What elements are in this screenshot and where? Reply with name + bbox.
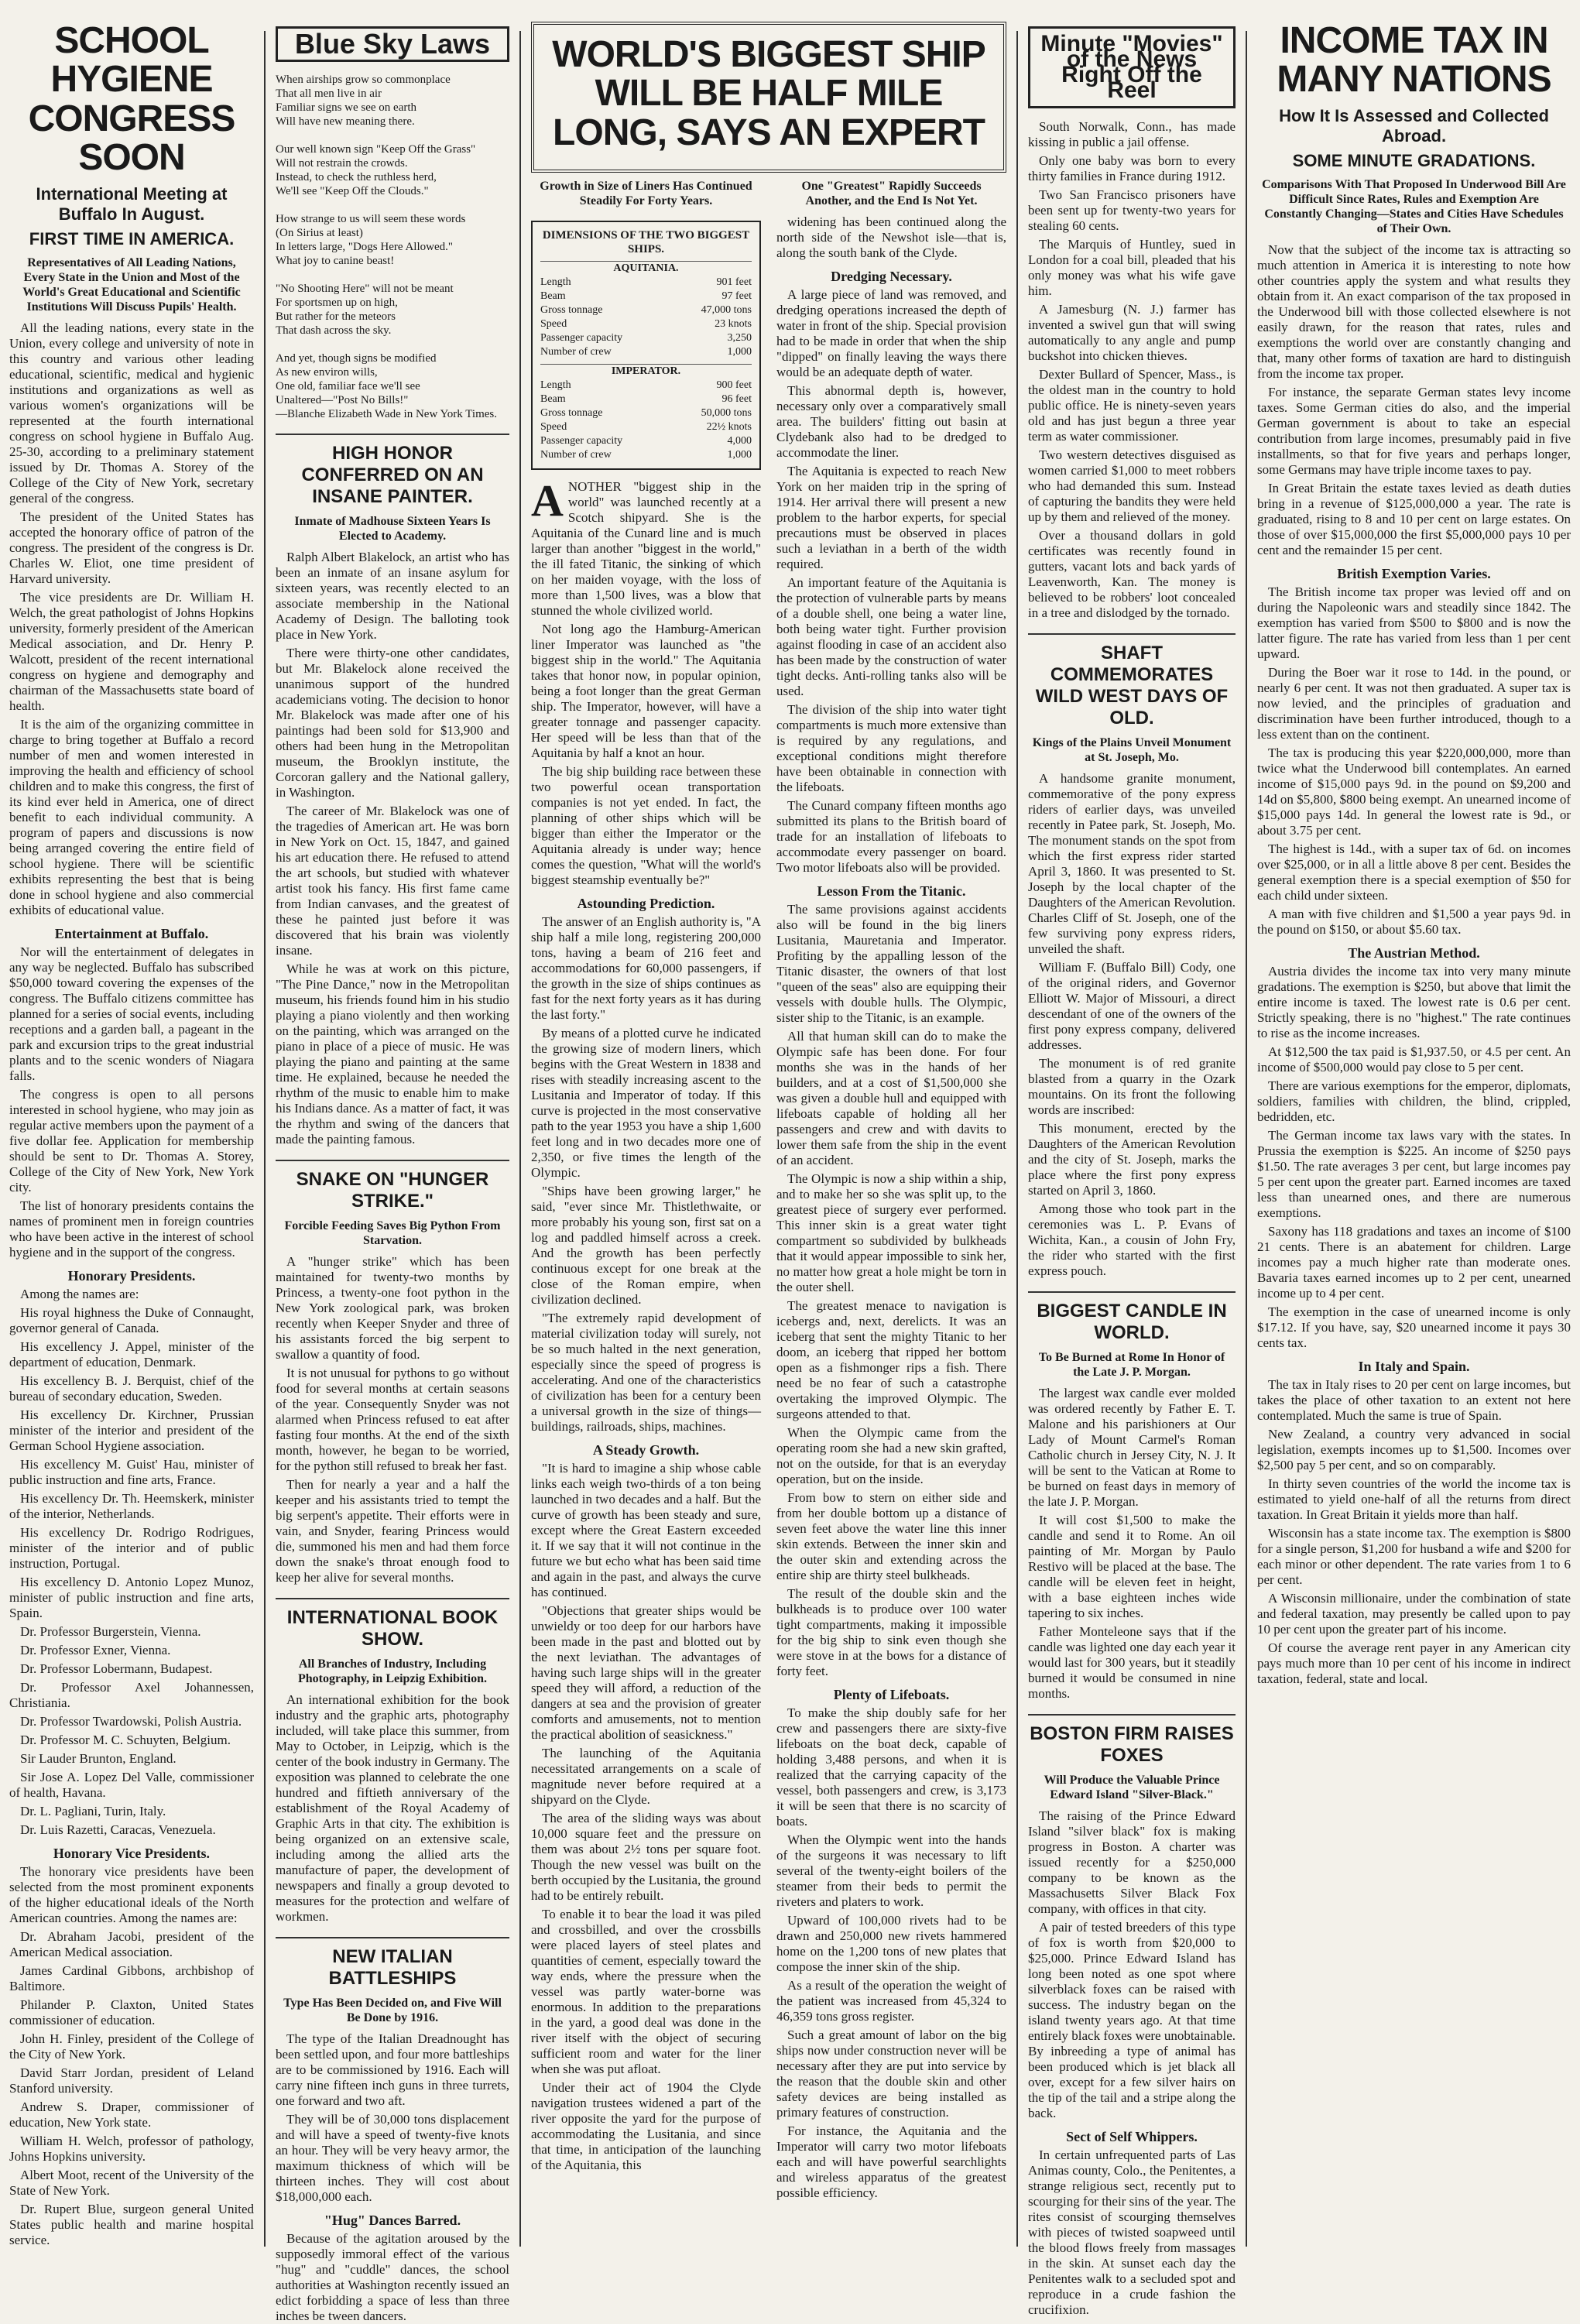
- table-row: [540, 303, 752, 317]
- paragraph: It is not unusual for pythons to go without food for several months at certain seasons of the year. Consequently Snyder was not alarmed when Princess refused to eat after fasting four months. At the end of the sixth month, however, he began to be worried, for the python still refused to break her fast.: [276, 1366, 509, 1473]
- list-item: Sir Lauder Brunton, England.: [20, 1750, 177, 1766]
- table-row: [540, 448, 752, 462]
- paragraph: The big ship building race between these two powerful ocean transportation companies is not yet ended. In fact, the planning of other ships which will be bigger than either the Imperator or the Aquitania already is under way; hence comes the question, "What will the world's biggest steamship eventually be?": [531, 764, 761, 888]
- paragraph: When the Olympic came from the operating room she had a new skin grafted, not on the outside, for that is an everyday operation, but on the inside.: [776, 1425, 1006, 1487]
- list-item: John H. Finley, president of the College of the City of New York.: [9, 2031, 254, 2062]
- paragraph: The Marquis of Huntley, sued in London for a coal bill, pleaded that his only money was what his wife gave him.: [1028, 237, 1236, 298]
- paragraph: Such a great amount of labor on the big ships now under construction never will be necessary after they are put into service by the reason that the double skin and other safety devices are being installed as primary features of construction.: [776, 2028, 1006, 2120]
- paragraph: Nor will the entertainment of delegates in any way be neglected. Buffalo has subscribed $50,000 toward covering the expenses of the congress. The Buffalo citizens committee has planned for a series of social events, including receptions and a garden ball, a pageant in the park and excursion trips to the great industrial plants and to the scenic wonders of Niagara falls.: [9, 944, 254, 1083]
- list-item: His excellency Dr. Kirchner, Prussian minister of the interior and president of the German School Hygiene association.: [9, 1407, 254, 1453]
- row-label: Beam: [540, 290, 566, 303]
- table-row: [540, 345, 752, 359]
- poem-line: Familiar signs we see on earth: [276, 101, 417, 114]
- paragraph: The type of the Italian Dreadnought has been settled upon, and four more battleships are to be commissioned by 1916. Each will carry nine fifteen inch guns in three turrets, one forward and two aft.: [276, 2031, 509, 2108]
- list-item: Dr. Abraham Jacobi, president of the American Medical association.: [9, 1928, 254, 1959]
- box-blue-sky: [276, 26, 509, 62]
- paragraph: Wisconsin has a state income tax. The exemption is $800 for a single person, $1,200 for husband a wife and $200 for each minor or other dependent. The rate varies from 1 to 6 per cent.: [1257, 1525, 1571, 1587]
- paragraph: Because of the agitation aroused by the supposedly immoral effect of the various "hug" and "cuddle" dances, the school authorities at Washington recently issued an edict forbidding a space of less than three inches be tween dancers.: [276, 2231, 509, 2323]
- row-label: Gross tonnage: [540, 407, 603, 420]
- paragraph: The tax in Italy rises to 20 per cent on large incomes, but takes the place of other taxation to an extent not here contemplated. Much the same is true of Spain.: [1257, 1376, 1571, 1423]
- paragraph: By means of a plotted curve he indicated the growing size of modern liners, which begins with the Great Western in 1838 and rises with steadily increasing ascent to the Lusitania and Imperator of today. If this curve is projected in the most conservative path to the year 1953 you have a ship 1,600 feet long and in two decades more one of 2,350, or five times the length of the Olympic.: [531, 1026, 761, 1181]
- paragraph: It is the aim of the organizing committee in charge to bring together at Buffalo a record number of men and women interested in improving the health and efficiency of school children and to make this congress, the first of its kind ever held in America, one of direct benefit to each individual community. A program of papers and discussions is now being arranged covering the entire field of school hygiene. There will be scientific exhibits representing the best that is being done in school hygiene and also commercial exhibits of educational value.: [9, 716, 254, 917]
- poem-line: Our well known sign "Keep Off the Grass": [276, 143, 476, 156]
- deck-candle: To Be Burned at Rome In Honor of the Late J. P. Morgan.: [1038, 1351, 1225, 1379]
- deck-right: One "Greatest" Rapidly Succeeds Another, and the End Is Not Yet.: [801, 180, 982, 208]
- column-rule: [1246, 31, 1247, 2247]
- headline-italian-battleships: NEW ITALIAN BATTLESHIPS: [276, 1937, 509, 1990]
- paragraph: They will be of 30,000 tons displacement and will have a speed of twenty-five knots an hour. They will be very heavy armor, the maximum thickness of which will be thirteen inches. They will cost about $18,000,000 each.: [276, 2112, 509, 2204]
- paragraph: This abnormal depth is, however, necessary only over a comparatively small area. The builders' fitting out basin at Clydebank also had to be dredged to accommodate the liner.: [776, 383, 1006, 461]
- list-item: Dr. L. Pagliani, Turin, Italy.: [20, 1803, 166, 1818]
- deck-row: [531, 173, 1006, 214]
- headline-blue-sky: Blue Sky Laws: [294, 28, 491, 60]
- list-item: His excellency D. Antonio Lopez Munoz, minister of public instruction and fine arts, Spain.: [9, 1574, 254, 1620]
- paragraph: Dexter Bullard of Spencer, Mass., is the oldest man in the country to hold public office. He is ninety-seven years old and has just begun a three year term as water commissioner.: [1028, 367, 1236, 444]
- list-item: His excellency J. Appel, minister of the department of education, Denmark.: [9, 1339, 254, 1369]
- row-value: 23 knots: [715, 318, 752, 331]
- poem-line: [276, 338, 509, 351]
- poem-line: When airships grow so commonplace: [276, 74, 451, 86]
- paragraph: The Cunard company fifteen months ago submitted its plans to the British board of trade for an installation of lifeboats to accommodate every passenger on board. Two motor lifeboats also will be provided.: [776, 798, 1006, 876]
- paragraph: The tax is producing this year $220,000,000, more than twice what the Underwood bill contemplates. An earned income of $15,000 pays 9d. in the pound on $9,200 and 14d on $5,800, $800 being exempt. An unearned income of $15,000 pays 14d. In general the lowest rate is 9d., or about 3.75 per cent.: [1257, 745, 1571, 838]
- table-row: [540, 317, 752, 331]
- row-label: Number of crew: [540, 449, 612, 461]
- table-row: [540, 392, 752, 406]
- paragraph: There are various exemptions for the emperor, diplomats, soldiers, families with children, the blind, crippled, bedridden, etc.: [1257, 1078, 1571, 1124]
- paragraph: A man with five children and $1,500 a year pays 9d. in the pound on $150, or about $5.60 tax.: [1257, 906, 1571, 937]
- paragraph: The area of the sliding ways was about 10,000 square feet and the pressure on them was about 2½ tons per square foot. Though the new vessel was built on the berth occupied by the Lusitania, the ground had to be entirely rebuilt.: [531, 1811, 761, 1904]
- paragraph: An international exhibition for the book industry and the graphic arts, photography included, will take place this summer, from May to October, in Leipzig, which is the center of the book industry in Germany. The exposition was planned to celebrate the one hundred and fiftieth anniversary of the establishment of the Royal Academy of Graphic Arts in that city. The exhibition is being organized on an extensive scale, including among the allied arts the manufacture of paper, the development of newspapers and finally a group devoted to measures for the protection and welfare of workmen.: [276, 1692, 509, 1924]
- paragraph: Only one baby was born to every thirty families in France during 1912.: [1028, 153, 1236, 183]
- deck-foxes: Will Produce the Valuable Prince Edward Island "Silver-Black.": [1044, 1774, 1220, 1801]
- row-label: Beam: [540, 393, 566, 406]
- paragraph: Under their act of 1904 the Clyde navigation trustees widened a part of the river opposite the yard for the purpose of accommodating the Lusitania, and since that time, in anticipation of the launching of the Aquitania, this: [531, 2080, 761, 2173]
- paragraph: All that human skill can do to make the Olympic safe has been done. For four months she was in the hands of her builders, and at a cost of $1,500,000 she was given a double hull and equipped with lifeboats capable of holding all her passengers and crew and with davits to lower them safe from the ship in the event of an accident.: [776, 1029, 1006, 1168]
- headline-shaft: SHAFT COMMEMORATES WILD WEST DAYS OF OLD.: [1028, 633, 1236, 729]
- list-item: James Cardinal Gibbons, archbishop of Baltimore.: [9, 1962, 254, 1993]
- poem-line: How strange to us will seem these words: [276, 213, 466, 225]
- list-item: Dr. Professor Twardowski, Polish Austria.: [20, 1713, 242, 1729]
- drop-cap: A: [531, 475, 564, 526]
- deck-battleships: Type Has Been Decided on, and Five Will Be Done by 1916.: [283, 1997, 502, 2024]
- column-income-tax: [1248, 22, 1580, 2247]
- paragraph: The result of the double skin and the bulkheads is to produce over 100 water tight compartments, making it impossible for the big ship to sink even though she were stove in at the bows for a distance of forty feet.: [776, 1586, 1006, 1679]
- deck-snake: Forcible Feeding Saves Big Python From Starvation.: [284, 1219, 501, 1247]
- row-value: 97 feet: [721, 290, 752, 303]
- list-item: Dr. Professor Burgerstein, Vienna.: [20, 1623, 201, 1639]
- headline-school-hygiene: SCHOOL HYGIENE CONGRESS SOON: [28, 20, 235, 179]
- paragraph: A "hunger strike" which has been maintained for twenty-two months by Princess, a twenty-one foot python in the New York zoological park, was broken recently when Keeper Snyder and three of his assistants forced the big serpent to swallow a quantity of food.: [276, 1254, 509, 1362]
- table-row: [540, 290, 752, 303]
- paragraph: Austria divides the income tax into very many minute gradations. The exemption is $250, but above that limit the entire income is taxed. The lowest rate is 0.6 per cent. Strictly speaking, there is no "highest." The rate continues to rise as the income increases.: [1257, 963, 1571, 1040]
- list-item: Dr. Professor Lobermann, Budapest.: [20, 1661, 213, 1676]
- table-row: [540, 406, 752, 420]
- headline-book-show: INTERNATIONAL BOOK SHOW.: [276, 1598, 509, 1650]
- list-item: Dr. Professor Axel Johannessen, Christiania.: [9, 1679, 254, 1710]
- poem-line: [276, 198, 509, 212]
- row-label: Gross tonnage: [540, 304, 603, 317]
- paragraph: New Zealand, a country very advanced in social legislation, exempts incomes up to $1,500. Incomes over $2,500 pay 5 per cent, and so on comparably.: [1257, 1426, 1571, 1472]
- inline-head-dredging: Dredging Necessary.: [831, 269, 952, 285]
- paragraph: The vice presidents are Dr. William H. Welch, the great pathologist of Johns Hopkins university, formerly president of the American Medical association, and Dr. Henry P. Walcott, president of the recent international congress on hygiene and demography and chairman of the Massachusetts state board of health.: [9, 589, 254, 713]
- deck-school-hygiene: Representatives of All Leading Nations, Every State in the Union and Most of the World's Great Educational and Scientific Institutions Will Discuss Pupils' Health.: [22, 255, 241, 314]
- paragraph: The raising of the Prince Edward Island "silver black" fox is making progress in Boston. A charter was issued recently for a $250,000 company to be known as the Massachusetts Silver Black Fox company, with offices in that city.: [1028, 1808, 1236, 1916]
- list-item: Dr. Professor M. C. Schuyten, Belgium.: [20, 1732, 231, 1747]
- deck-income-tax: Comparisons With That Proposed In Underwood Bill Are Difficult Since Rates, Rules and Exemption Are Constantly Changing—States and Cities Have Schedules of Their Own.: [1262, 177, 1566, 235]
- row-value: 901 feet: [716, 276, 752, 289]
- table-row: [540, 379, 752, 392]
- paragraph: Now that the subject of the income tax is attracting so much attention in America it is interesting to note how other countries apply the system and what results they obtain from it. An exact comparison of the tax proposed in the Underwood bill with those collected elsewhere is not easily drawn, for the reason that rates, rules and exemptions the world over are constantly changing and that, many other forms of taxation are hard to distinguish from the income tax proper.: [1257, 242, 1571, 381]
- headline-biggest-ship: WORLD'S BIGGEST SHIP WILL BE HALF MILE LONG, SAYS AN EXPERT: [552, 34, 985, 153]
- paragraph: When the Olympic went into the hands of the surgeons it was necessary to lift several of the twenty-eight boilers of the steamer from their beds to permit the riveters and platers to work.: [776, 1832, 1006, 1910]
- inline-head-astounding: Astounding Prediction.: [577, 896, 715, 912]
- poem-line: Instead, to check the ruthless herd,: [276, 171, 437, 183]
- row-value: 96 feet: [721, 393, 752, 406]
- ship-dimensions-table: [531, 221, 761, 470]
- paragraph: A large piece of land was removed, and dredging operations increased the depth of water in front of the ship. Special provision had to be made in order that when the ship "dipped" on finally leaving the ways there would be an adequate depth of water.: [776, 287, 1006, 380]
- paragraph: For instance, the separate German states levy income taxes. Some German cities do also, and the imperial German government is about to take an especial contribution from large incomes, presumably paid in five installments, so that for five years and perhaps longer, some Germans may have triple income taxes to pay.: [1257, 384, 1571, 477]
- paragraph: A pair of tested breeders of this type of fox is worth from $20,000 to $25,000. Prince Edward Island has long been noted as one spot where silverblack foxes can be raised with success. The industry began on the island twenty years ago. At that time entirely black foxes were unobtainable. By inbreeding a type of animal has been produced which is jet black all over, except for a few silver hairs on the tip of the tail and a stripe along the back.: [1028, 1920, 1236, 2120]
- box-biggest-ship: [531, 22, 1006, 173]
- table-row: [540, 276, 752, 290]
- ship-column-left: [531, 214, 761, 2204]
- paragraph: During the Boer war it rose to 14d. in the pound, or nearly 6 per cent. It was not then graduated. A super tax is now levied, and the principles of graduation and discrimination have been further introduced, though to a less extent than on the continent.: [1257, 664, 1571, 742]
- inline-head-steady-growth: A Steady Growth.: [592, 1442, 700, 1458]
- paragraph: It will cost $1,500 to make the candle and send it to Rome. An oil painting of Mr. Morgan by Paulo Restivo will be placed at the base. The candle will be eleven feet in height, with a base eighteen inches wide tapering to six inches.: [1028, 1513, 1236, 1620]
- deck-book-show: All Branches of Industry, Including Photography, in Leipzig Exhibition.: [297, 1657, 488, 1685]
- inline-head-italy-spain: In Italy and Spain.: [1358, 1358, 1470, 1374]
- row-label: Speed: [540, 421, 567, 434]
- paragraph: The greatest menace to navigation is icebergs and, next, derelicts. It was an iceberg that sent the mighty Titanic to her doom, an iceberg that ripped her bottom open as a fishmonger rips a fish. There need be no fear of such a catastrophe overtaking the improved Olympic. The surgeons attended to that.: [776, 1298, 1006, 1422]
- poem-line: [276, 268, 509, 282]
- list-item: His excellency B. J. Berquist, chief of the bureau of secondary education, Sweden.: [9, 1373, 254, 1404]
- lead-text: NOTHER "biggest ship in the world" was launched recently at a Scotch shipyard. She is the Aquitania of the Cunard line and is much larger than another "biggest in the world," the ill fated Titanic, the sinking of which on her maiden voyage, with the loss of more than 1,500 lives, was a blow that stunned the whole civilized world.: [531, 479, 761, 619]
- inline-head-austrian-method: The Austrian Method.: [1348, 944, 1480, 961]
- paragraph: "It is hard to imagine a ship whose cable links each weigh two-thirds of a ton being launched in two decades and a half. But the curve of growth has been steady and sure, except where the Great Eastern exceeded it. If we say that it will not continue in the future we but echo what has been said time and again in the past, and always the curve has continued.: [531, 1461, 761, 1600]
- paragraph: Father Monteleone says that if the candle was lighted one day each year it would last for 300 years, but it steadily burned it would be consumed in nine months.: [1028, 1624, 1236, 1701]
- paragraph: William F. (Buffalo Bill) Cody, one of the original riders, and Governor Elliott W. Major of Missouri, a direct descendant of one of the owners of the first pony express company, delivered addresses.: [1028, 960, 1236, 1052]
- poem-line: Will have new meaning there.: [276, 115, 415, 128]
- poem-line: And yet, though signs be modified: [276, 352, 437, 365]
- list-item: His excellency Dr. Rodrigo Rodrigues, minister of the interior and of public instruction, Portugal.: [9, 1524, 254, 1571]
- poem-line: We'll see "Keep Off the Clouds.": [276, 185, 429, 197]
- deck-insane-painter: Inmate of Madhouse Sixteen Years Is Elected to Academy.: [294, 515, 491, 543]
- list-item: Dr. Luis Razetti, Caracas, Venezuela.: [20, 1822, 216, 1837]
- list-item: Among the names are:: [20, 1286, 139, 1301]
- paragraph: The largest wax candle ever molded was ordered recently by Father E. T. Malone and his parishioners at Our Lady of Mount Carmel's Roman Catholic church in Jersey City, N. J. It will be sent to the Vatican at Rome to be burned on feast days in memory of the late J. P. Morgan.: [1028, 1386, 1236, 1509]
- table-row: [540, 434, 752, 448]
- headline-boston-foxes: BOSTON FIRM RAISES FOXES: [1028, 1714, 1236, 1767]
- paragraph: The congress is open to all persons interested in school hygiene, who may join as regular active members upon the payment of a five dollar fee. Application for membership should be sent to Dr. Thomas A. Storey, College of the City of New York, New York city.: [9, 1086, 254, 1195]
- paragraph: Then for nearly a year and a half the keeper and his assistants tried to tempt the big serpent's appetite. Their efforts were in vain, and Snyder, fearing Princess would die, summoned his men and had them force down the snake's throat enough food to keep her alive for several months.: [276, 1477, 509, 1585]
- paragraph: While he was at work on this picture, "The Pine Dance," now in the Metropolitan museum, his friends found him in his studio playing a piano violently and then working on the painting, which was arranged on the piano in place of a piece of music. He was playing the piano and painting at the same time. He explained, because he needed the rhythm of the music to enable him to make his Indians dance. As a matter of fact, it was the rhythm and swing of the dancers that made the painting famous.: [276, 961, 509, 1147]
- poem-line: One old, familiar face we'll see: [276, 380, 420, 392]
- inline-head-hug-dances: "Hug" Dances Barred.: [324, 2213, 461, 2228]
- paragraph: The answer of an English authority is, "A ship half a mile long, registering 200,000 tons, having a beam of 216 feet and accommodations for 60,000 passengers, if the growth in the size of ships continues as fast for the next forty years as it has during the last forty.": [531, 914, 761, 1023]
- paragraph: Upward of 100,000 rivets had to be drawn and 250,000 new rivets hammered home on the 1,200 tons of new plates that compose the inner skin of the ship.: [776, 1913, 1006, 1975]
- row-value: 3,250: [727, 332, 752, 344]
- column-rule: [1016, 31, 1018, 2247]
- poem-line: (On Sirius at least): [276, 227, 363, 239]
- list-item: His excellency Dr. Th. Heemskerk, minister of the interior, Netherlands.: [9, 1490, 254, 1521]
- paragraph: The German income tax laws vary with the states. In Prussia the exemption is $225. An income of $250 pays $1.50. The rate averages 3 per cent, but large incomes pay 5 per cent upon the greater part. Earned incomes are taxed less than unearned ones, and there are numerous exemptions.: [1257, 1127, 1571, 1220]
- paragraph: At $12,500 the tax paid is $1,937.50, or 4.5 per cent. An income of $500,000 would pay close to 5 per cent.: [1257, 1044, 1571, 1075]
- paragraph: Over a thousand dollars in gold certificates was recently found in gutters, vacant lots and back yards of Leavenworth, Kan. The money is believed to be robbers' loot concealed in a tree and dislodged by the tornado.: [1028, 528, 1236, 620]
- headline-insane-painter: HIGH HONOR CONFERRED ON AN INSANE PAINTER.: [276, 434, 509, 508]
- poem-line: Will not restrain the crowds.: [276, 157, 408, 170]
- paragraph: All the leading nations, every state in the Union, every college and university of note in this country and various other leading educational, scientific, medical and hygienic institutions and organizations as well as various women's organizations will be represented at the fourth international congress on school hygiene in Buffalo Aug. 25-30, according to a preliminary statement issued by Dr. Thomas A. Storey of the College of the City of New York, secretary general of the congress.: [9, 320, 254, 506]
- paragraph: The highest is 14d., with a super tax of 6d. on incomes over $25,000, or in all a little above 8 per cent. Besides the general exemption there is a special exemption of $50 for each child under sixteen.: [1257, 841, 1571, 903]
- list-item: William H. Welch, professor of pathology, Johns Hopkins university.: [9, 2133, 254, 2164]
- paragraph: In certain unfrequented parts of Las Animas county, Colo., the Penitentes, a strange religious sect, recently put to scourging for their sins of the year. The rites consist of scourging themselves with pieces of twisted soapweed until the blood flows freely from massages in the skin. At sunset each day the Penitentes walk to a secluded spot and reproduce in a crude fashion the crucifixion.: [1028, 2147, 1236, 2317]
- paragraph: Among those who took part in the ceremonies was L. P. Evans of Wichita, Kan., a cousin of John Fry, the rider who started with the first express pouch.: [1028, 1201, 1236, 1278]
- paragraph: The list of honorary presidents contains the names of prominent men in foreign countries who have been active in the interest of school hygiene and in the support of the congress.: [9, 1198, 254, 1260]
- poem-line: That dash across the sky.: [276, 324, 392, 337]
- inline-head-vice-presidents: Honorary Vice Presidents.: [53, 1845, 211, 1861]
- row-label: Length: [540, 276, 571, 289]
- row-value: 47,000 tons: [701, 304, 752, 317]
- paragraph: South Norwalk, Conn., has made kissing in public a jail offense.: [1028, 119, 1236, 149]
- paragraph: The career of Mr. Blakelock was one of the tragedies of American art. He was born in New York on Oct. 15, 1847, and gained his art education there. He refused to attend the art schools, but studied with whatever artist took his fancy. His first fame came from Indian canvases, and the greatest of these he painted just before it was discovered that his brain was violently insane.: [276, 804, 509, 958]
- paragraph: Saxony has 118 gradations and taxes an income of $100 21 cents. There is an abatement for children. Large incomes pay a much higher rate than moderate ones. Bavaria taxes earned incomes up to 2 per cent, unearned income up to 4 per cent.: [1257, 1223, 1571, 1301]
- inline-head-entertainment: Entertainment at Buffalo.: [54, 925, 209, 941]
- row-label: Length: [540, 379, 571, 392]
- headline-biggest-candle: BIGGEST CANDLE IN WORLD.: [1028, 1291, 1236, 1344]
- headline-minute-movies: Minute "Movies" of the News Right Off the Reel: [1040, 31, 1223, 103]
- list-item: Albert Moot, recent of the University of the State of New York.: [9, 2167, 254, 2198]
- ship-name-aquitania: AQUITANIA.: [540, 261, 752, 276]
- row-value: 900 feet: [716, 379, 752, 392]
- list-item: Andrew S. Draper, commissioner of education, New York state.: [9, 2099, 254, 2130]
- list-item: Sir Jose A. Lopez Del Valle, commissioner of health, Havana.: [9, 1769, 254, 1800]
- paragraph: The exemption in the case of unearned income is only $17.12. If you have, say, $20 unearned income it pays 30 cents tax.: [1257, 1304, 1571, 1350]
- poem-line: Unaltered—"Post No Bills!": [276, 394, 409, 406]
- paragraph: The division of the ship into water tight compartments is much more extensive than is required by any regulations, and exceptional conditions might therefore have been obtainable in connection with the lifeboats.: [776, 702, 1006, 795]
- table-row: [540, 331, 752, 345]
- inline-head-lifeboats: Plenty of Lifeboats.: [833, 1687, 950, 1703]
- inline-head-british-exemption: British Exemption Varies.: [1337, 565, 1491, 581]
- row-value: 4,000: [727, 435, 752, 447]
- paragraph: To enable it to bear the load it was piled and crossbilled, and over the crossbills were placed layers of steel plates and quantities of cement, especially toward the way ends, where the pressure when the vessel was partly water-borne was enormous. In addition to the preparations in the yard, a good deal was done in the river itself with the object of securing sufficient room and water for the liner when she was put afloat.: [531, 1907, 761, 2077]
- box-minute-movies: [1028, 26, 1236, 108]
- paragraph: The Olympic is now a ship within a ship, and to make her so she was split up, to the greatest piece of surgery ever performed. This inner skin is a great water tight compartment so subdivided by bulkheads that it would appear impossible to sink her, no matter how great a hole might be torn in the outer shell.: [776, 1171, 1006, 1295]
- inline-head-honorary-presidents: Honorary Presidents.: [67, 1267, 196, 1284]
- row-label: Number of crew: [540, 346, 612, 358]
- table-row: [540, 420, 752, 434]
- poem-line: "No Shooting Here" will not be meant: [276, 283, 454, 295]
- ship-columns: [531, 214, 1006, 2204]
- subhead-first-time: FIRST TIME IN AMERICA.: [29, 228, 235, 249]
- paragraph: The monument is of red granite blasted from a quarry in the Ozark mountains. On its front the following words are inscribed:: [1028, 1056, 1236, 1117]
- paragraph: The Aquitania is expected to reach New York on her maiden trip in the spring of 1914. Her arrival there will present a new problem to the harbor experts, for special precautions must be observed in places such a leviathan in a berth of the width required.: [776, 464, 1006, 572]
- poem-line: [276, 129, 509, 142]
- paragraph: For instance, the Aquitania and the Imperator will carry two motor lifeboats each and will have powerful searchlights and wireless apparatus of the greatest possible efficiency.: [776, 2123, 1006, 2201]
- row-label: Passenger capacity: [540, 435, 623, 447]
- paragraph: Ralph Albert Blakelock, an artist who has been an inmate of an insane asylum for sixteen years, was recently elected to an associate membership in the National Academy of Design. The balloting took place in New York.: [276, 550, 509, 642]
- paragraph: The British income tax proper was levied off and on during the Napoleonic wars and steadily since 1842. The exemption has varied from $500 to $800 and is now the latter figure. The rate has varied from less than 1 per cent upward.: [1257, 584, 1571, 661]
- paragraph: Not long ago the Hamburg-American liner Imperator was launched as "the biggest ship in the world." The Aquitania takes that honor now, in popular opinion, being a foot longer than the great German ship. The Imperator, however, will have a greater tonnage and passenger capacity. Her speed will be less than that of the Aquitania by half a knot an hour.: [531, 622, 761, 761]
- paragraph: An important feature of the Aquitania is the protection of vulnerable parts by means of a double shell, one being a water line, both being water tight. Further provision against flooding in case of an accident also has been made by the construction of water tight decks. Anti-rolling tanks also will be used.: [776, 575, 1006, 699]
- poem-line: What joy to canine beast!: [276, 255, 395, 267]
- headline-snake-hunger-strike: SNAKE ON "HUNGER STRIKE.": [276, 1160, 509, 1212]
- poem-blue-sky: [276, 73, 509, 421]
- subhead-minute-gradations: SOME MINUTE GRADATIONS.: [1292, 150, 1536, 170]
- paragraph: In Great Britain the estate taxes levied as death duties bring in a revenue of $125,000,000 a year. The rate is graduated, rising to 8 and 10 per cent on large estates. On those of over $15,000,000 the first $5,000,000 pays 10 per cent and the remainder 15 per cent.: [1257, 480, 1571, 557]
- column-biggest-ship: [522, 22, 1016, 2247]
- paragraph: The launching of the Aquitania necessitated arrangements on a scale of magnitude never before required at a shipyard on the Clyde.: [531, 1746, 761, 1808]
- row-label: Speed: [540, 318, 567, 331]
- paragraph: As a result of the operation the weight of the patient was increased from 45,324 to 46,359 tons gross register.: [776, 1978, 1006, 2024]
- paragraph: A handsome granite monument, commemorative of the pony express riders of earlier days, was unveiled recently in Patee park, St. Joseph, Mo. The monument stands on the spot from which the first express rider started April 3, 1860. It was presented to St. Joseph by the local chapter of the Daughters of the American Revolution. Charles Cliff of St. Joseph, one of the few surviving pony express riders, unveiled the shaft.: [1028, 771, 1236, 956]
- inline-head-self-whippers: Sect of Self Whippers.: [1066, 2129, 1198, 2144]
- list-item: Dr. Professor Exner, Vienna.: [20, 1642, 171, 1657]
- paragraph: "Ships have been growing larger," he said, "ever since Mr. Thistlethwaite, or more probably his young son, first sat on a log and paddled himself across a creek. And the growth has been perfectly continuous except for one break at the close of the Roman empire, when civilization declined.: [531, 1184, 761, 1308]
- paragraph-lead: [531, 475, 761, 619]
- paragraph: widening has been continued along the north side of the Newshot isle—that is, along the south bank of the Clyde.: [776, 214, 1006, 261]
- row-value: 1,000: [727, 449, 752, 461]
- list-item: Dr. Rupert Blue, surgeon general United States public health and marine hospital service.: [9, 2201, 254, 2247]
- list-item: The honorary vice presidents have been selected from the most prominent exponents of the higher educational ideals of the North American countries. Among the names are:: [9, 1863, 254, 1925]
- column-rule: [264, 31, 266, 2247]
- poem-line: For sportsmen up on high,: [276, 296, 398, 309]
- list-item: Philander P. Claxton, United States commissioner of education.: [9, 1997, 254, 2028]
- list-item: David Starr Jordan, president of Leland Stanford university.: [9, 2065, 254, 2096]
- row-value: 1,000: [727, 346, 752, 358]
- paragraph: A Wisconsin millionaire, under the combination of state and federal taxation, may presently be called upon to pay 10 per cent upon the greater part of his income.: [1257, 1590, 1571, 1637]
- ship-column-right: [776, 214, 1006, 2204]
- row-value: 22½ knots: [706, 421, 752, 434]
- paragraph: Of course the average rent payer in any American city pays much more than 10 per cent of his income in indirect taxation, federal, state and local.: [1257, 1640, 1571, 1686]
- paragraph: Two San Francisco prisoners have been sent up for twenty-two years for stealing 60 cents.: [1028, 187, 1236, 233]
- deck-shaft: Kings of the Plains Unveil Monument at St. Joseph, Mo.: [1032, 736, 1232, 764]
- paragraph: Two western detectives disguised as women carried $1,000 to meet robbers who had demanded this sum. Instead of capturing the bandits they were held up by them and relieved of the money.: [1028, 447, 1236, 524]
- poem-line: But rather for the meteors: [276, 310, 396, 323]
- headline-income-tax: INCOME TAX IN MANY NATIONS: [1277, 20, 1551, 101]
- paragraph: "Objections that greater ships would be unwieldy or too deep for our harbors have been made in the past and blotted out by the next leviathan. The advantages of having such large ships will in the greater speed they will afford, a reduction of the dangers at sea and the provision of greater comforts and amusements, not to mention the practical abolition of seasickness.": [531, 1603, 761, 1743]
- poem-line: —Blanche Elizabeth Wade in New York Times.: [276, 408, 497, 420]
- paragraph: The same provisions against accidents also will be found in the big liners Lusitania, Mauretania and Imperator. Profiting by the appalling lesson of the Titanic disaster, the owners of that lost "queen of the seas" also are equipping their vessels with double hulls. The Olympic, sister ship to the Titanic, is an example.: [776, 902, 1006, 1026]
- paragraph: In thirty seven countries of the world the income tax is estimated to yield one-half of all the returns from direct taxation. In Great Britain it yields more than half.: [1257, 1476, 1571, 1522]
- poem-line: As new environ wills,: [276, 366, 378, 379]
- table-title: DIMENSIONS OF THE TWO BIGGEST SHIPS.: [542, 229, 750, 256]
- paragraph: From bow to stern on either side and from her double bottom up a distance of seven feet above the water line this inner skin extends. Between the inner skin and the outer skin and extending across the entire ship are thirty steel bulkheads.: [776, 1490, 1006, 1583]
- column-rule: [519, 31, 521, 2247]
- paragraph: "The extremely rapid development of material civilization today will surely, not be so much halted in the next generation, especially since the speed of progress is accelerating. And one of the characteristics of civilization has been for a century been a universal growth in the size of things—buildings, railroads, ships, machines.: [531, 1311, 761, 1435]
- list-item: His excellency M. Guist' Hau, minister of public instruction and fine arts, France.: [9, 1456, 254, 1487]
- paragraph: To make the ship doubly safe for her crew and passengers there are sixty-five lifeboats on the boat deck, capable of holding 3,488 persons, and when it is realized that the carrying capacity of the vessel, both passengers and crew, is 3,173 it will be seen that there is no scarcity of boats.: [776, 1705, 1006, 1829]
- column-minute-movies: [1019, 22, 1245, 2317]
- paragraph: There were thirty-one other candidates, but Mr. Blakelock alone received the unanimous support of the hundred academicians voting. The decision to honor Mr. Blakelock was made after one of his paintings had been sold for $13,900 and others had been hung in the Metropolitan museum, the Brooklyn institute, the Corcoran gallery and the National gallery, in Washington.: [276, 646, 509, 800]
- poem-line: That all men live in air: [276, 87, 382, 100]
- poem-line: In letters large, "Dogs Here Allowed.": [276, 241, 453, 253]
- row-label: Passenger capacity: [540, 332, 623, 344]
- inline-head-titanic-lesson: Lesson From the Titanic.: [817, 883, 966, 900]
- paragraph: This monument, erected by the Daughters of the American Revolution and the city of St. Joseph, marks the place where the first pony express started on April 3, 1860.: [1028, 1121, 1236, 1198]
- subhead-how-assessed: How It Is Assessed and Collected Abroad.: [1279, 105, 1549, 146]
- paragraph: A Jamesburg (N. J.) farmer has invented a swivel gun that will swing automatically to any angle and pump buckshot into chicken thieves.: [1028, 302, 1236, 363]
- deck-left: Growth in Size of Liners Has Continued Steadily For Forty Years.: [540, 180, 752, 208]
- list-item: His royal highness the Duke of Connaught, governor general of Canada.: [9, 1304, 254, 1335]
- row-value: 50,000 tons: [701, 407, 752, 420]
- paragraph: The president of the United States has accepted the honorary office of patron of the congress. The president of the congress is Dr. Charles W. Eliot, one time president of Harvard university.: [9, 509, 254, 586]
- subhead-international-meeting: International Meeting at Buffalo In August.: [36, 183, 228, 224]
- ship-name-imperator: IMPERATOR.: [540, 364, 752, 379]
- column-school-hygiene: [0, 22, 263, 2247]
- column-blue-sky: [266, 22, 519, 2323]
